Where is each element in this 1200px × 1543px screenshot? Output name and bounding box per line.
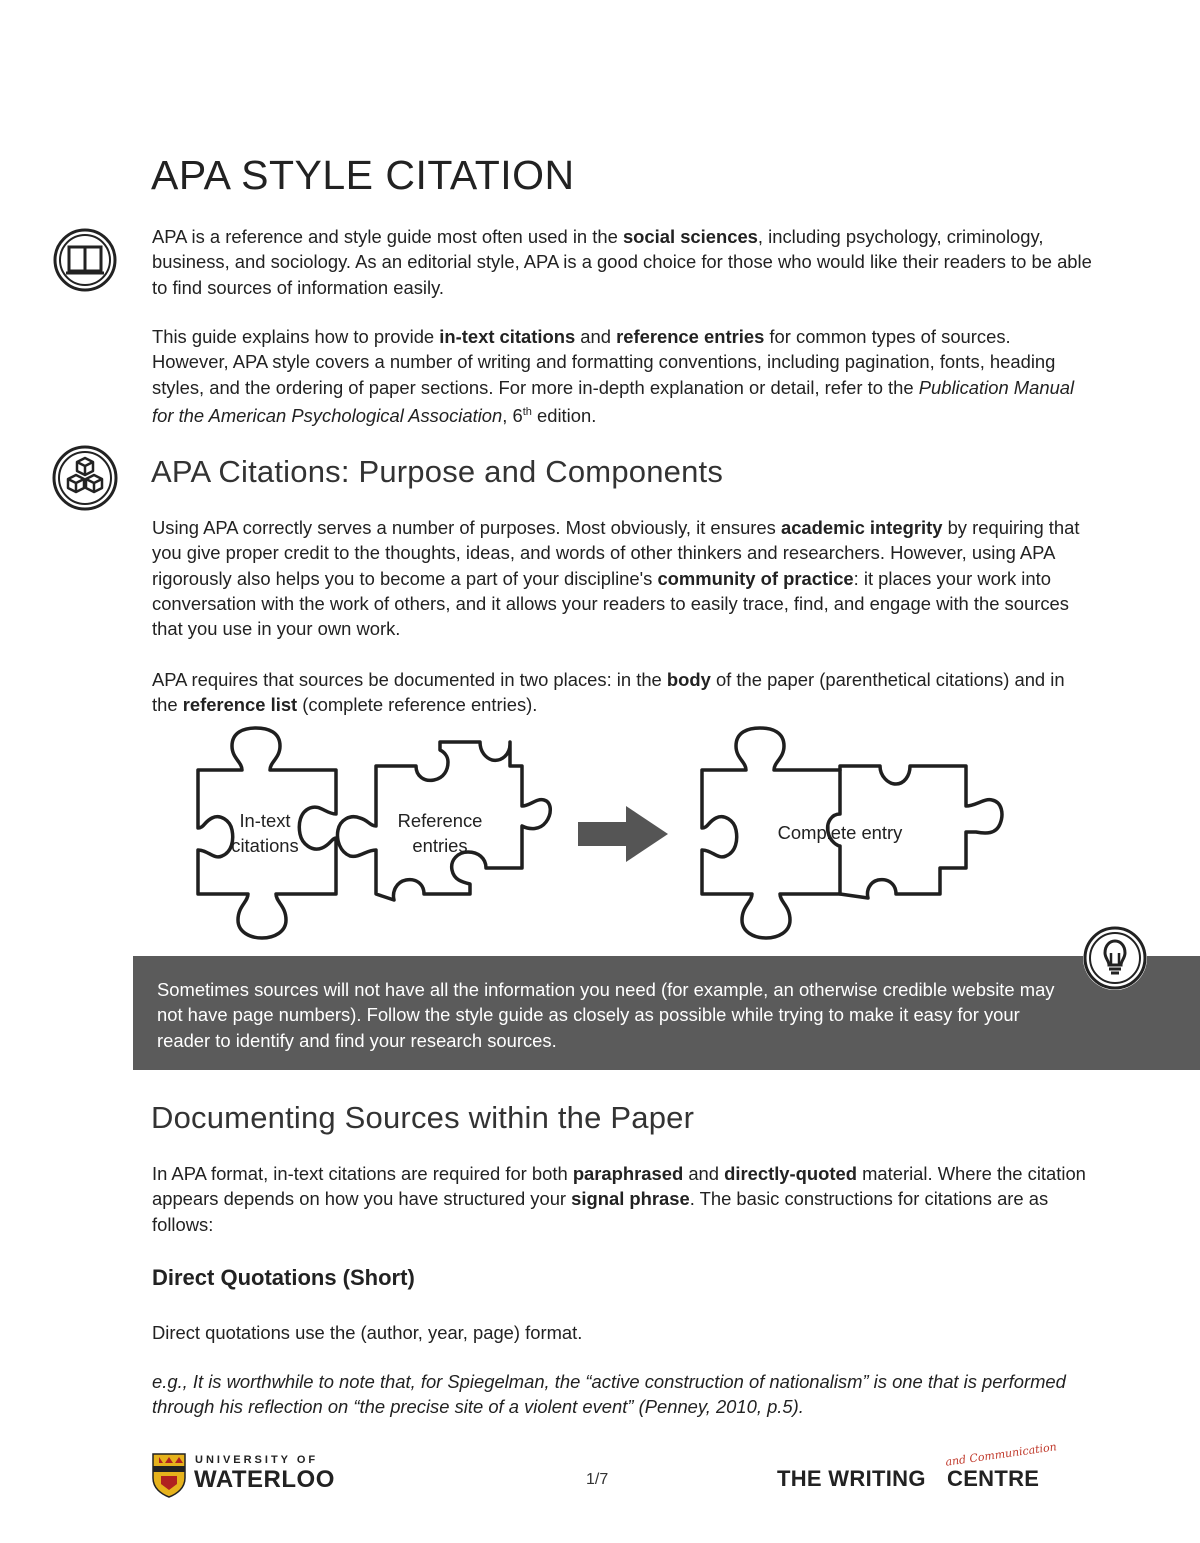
- writing-centre-logo: [777, 1440, 1058, 1506]
- section-heading-purpose: APA Citations: Purpose and Components: [151, 454, 724, 489]
- purpose-paragraph-2: APA requires that sources be documented in two places: in the body of the paper (parenthetical citations) and in the reference list (complete reference entries).: [152, 669, 1065, 716]
- direct-quotations-paragraph: Direct quotations use the (author, year, page) format.: [152, 1322, 583, 1343]
- purpose-paragraph-1: Using APA correctly serves a number of purposes. Most obviously, it ensures academic integrity by requiring that you give proper credit to the thoughts, ideas, and words of other thinkers and researchers. However, using APA rigorously also helps you to become a part of your discipline's community of practice: it places your work into conversation with the work of others, and it allows your readers to easily trace, find, and engage with the sources that you use in your own work.: [152, 517, 1080, 640]
- writing-centre-text-a: THE WRITING: [777, 1466, 926, 1491]
- section-heading-documenting: Documenting Sources within the Paper: [151, 1100, 695, 1135]
- puzzle-label-complete: Complete entry: [777, 822, 903, 843]
- right-arrow-icon: [578, 806, 668, 862]
- cubes-icon: [51, 444, 119, 517]
- waterloo-logo: [151, 1452, 335, 1502]
- lightbulb-icon: [1081, 924, 1149, 997]
- puzzle-diagram: [180, 722, 1020, 944]
- book-icon: [52, 227, 118, 298]
- subheading-direct-quotations: Direct Quotations (Short): [152, 1265, 415, 1290]
- university-of-text: UNIVERSITY OF: [195, 1454, 319, 1466]
- page-title: APA STYLE CITATION: [151, 152, 575, 198]
- waterloo-crest-icon: [151, 1452, 187, 1498]
- communication-script: and Communication: [944, 1440, 1058, 1469]
- page-number: 1/7: [586, 1471, 609, 1488]
- example-quotation: e.g., It is worthwhile to note that, for Spiegelman, the “active construction of nationalism” is one that is performed through his reflection on “the precise site of a violent event” (Penney, 2010, p.5).: [152, 1371, 1066, 1418]
- puzzle-label-reference: Reference entries: [397, 810, 483, 856]
- tip-callout-text: Sometimes sources will not have all the information you need (for example, an otherwise credible website may not have page numbers). Follow the style guide as closely as possible while trying to make it easy for your reader to identify and find your research sources.: [157, 979, 1055, 1051]
- documenting-paragraph: In APA format, in-text citations are required for both paraphrased and directly-quoted material. Where the citation appears depends on how you have structured your signal phrase. The basic constructions for citations are as follows:: [152, 1163, 1086, 1235]
- waterloo-text: WATERLOO: [194, 1466, 335, 1493]
- intro-paragraph-1: APA is a reference and style guide most often used in the social sciences, including psychology, criminology, business, and sociology. As an editorial style, APA is a good choice for those who would like their readers to be able to find sources of information easily.: [152, 226, 1092, 298]
- writing-centre-text-b: CENTRE: [947, 1466, 1040, 1491]
- intro-paragraph-2: This guide explains how to provide in-text citations and reference entries for common types of sources. However, APA style covers a number of writing and formatting conventions, including pagination, fonts, heading styles, and the ordering of paper sections. For more in-depth explanation or detail, refer to the Publication Manual for the American Psychological Association, 6th edition.: [152, 326, 1075, 427]
- puzzle-label-intext: In-text citations: [231, 810, 299, 856]
